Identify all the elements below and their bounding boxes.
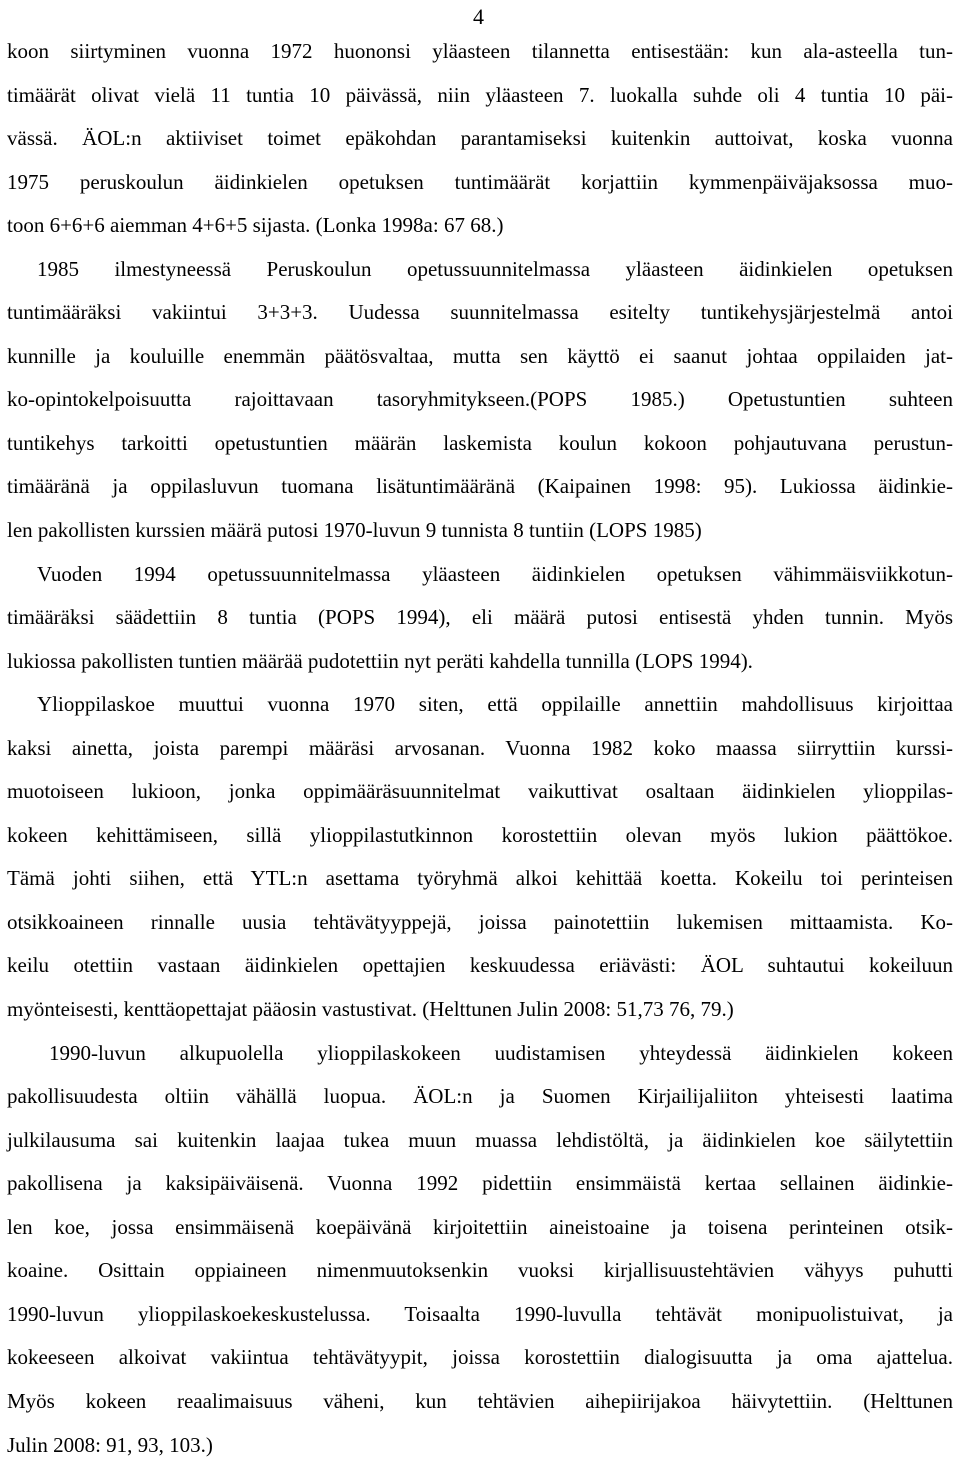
text-line: otsikkoaineen rinnalle uusia tehtävätyyppejä, joissa painotettiin lukemisen mittaamista. Ko- [7,901,953,945]
text-line: Tämä johti siihen, että YTL:n asettama työryhmä alkoi kehittää koetta. Kokeilu toi perinteisen [7,857,953,901]
text-line: timäärät olivat vielä 11 tuntia 10 päivässä, niin yläasteen 7. luokalla suhde oli 4 tuntia 10 päi- [7,74,953,118]
text-line: 1975 peruskoulun äidinkielen opetuksen tuntimäärät korjattiin kymmenpäiväjaksossa muo- [7,161,953,205]
text-line: kokeen kehittämiseen, sillä ylioppilastutkinnon korostettiin olevan myös lukion päättökoe. [7,814,953,858]
text-line: 1990-luvun ylioppilaskoekeskustelussa. Toisaalta 1990-luvulla tehtävät monipuolistuivat, ja [7,1293,953,1337]
text-line: vässä. ÄOL:n aktiiviset toimet epäkohdan parantamiseksi kuitenkin auttoivat, koska vuonna [7,117,953,161]
text-line: Vuoden 1994 opetussuunnitelmassa yläasteen äidinkielen opetuksen vähimmäisviikkotun- [7,553,953,597]
text-line: 1985 ilmestyneessä Peruskoulun opetussuunnitelmassa yläasteen äidinkielen opetuksen [7,248,953,292]
text-line: keilu otettiin vastaan äidinkielen opettajien keskuudessa eriävästi: ÄOL suhtautui kokeiluun [7,944,953,988]
text-line: Myös kokeen reaalimaisuus väheni, kun tehtävien aihepiirijakoa häivytettiin. (Helttunen [7,1380,953,1424]
text-line: pakollisuudesta oltiin vähällä luopua. ÄOL:n ja Suomen Kirjailijaliiton yhteisesti laatima [7,1075,953,1119]
text-line: myönteisesti, kenttäopettajat pääosin vastustivat. (Helttunen Julin 2008: 51,73 76, 79.) [7,988,953,1032]
text-line: timääränä ja oppilasluvun tuomana lisätuntimääränä (Kaipainen 1998: 95). Lukiossa äidinkie- [7,465,953,509]
text-line: len pakollisten kurssien määrä putosi 1970-luvun 9 tunnista 8 tuntiin (LOPS 1985) [7,509,953,553]
text-line: Julin 2008: 91, 93, 103.) [7,1424,953,1467]
text-line: Ylioppilaskoe muuttui vuonna 1970 siten, että oppilaille annettiin mahdollisuus kirjoittaa [7,683,953,727]
text-line: kokeeseen alkoivat vakiintua tehtävätyypit, joissa korostettiin dialogisuutta ja oma ajattelua. [7,1336,953,1380]
text-line: ko-opintokelpoisuutta rajoittavaan tasoryhmitykseen.(POPS 1985.) Opetustuntien suhteen [7,378,953,422]
text-line: muotoiseen lukioon, jonka oppimääräsuunnitelmat vaikuttivat osaltaan äidinkielen ylioppilas- [7,770,953,814]
text-line: timääräksi säädettiin 8 tuntia (POPS 1994), eli määrä putosi entisestä yhden tunnin. Myös [7,596,953,640]
text-line: julkilausuma sai kuitenkin laajaa tukea muun muassa lehdistöltä, ja äidinkielen koe säilytettiin [7,1119,953,1163]
text-line: kaksi ainetta, joista parempi määräsi arvosanan. Vuonna 1982 koko maassa siirryttiin kurssi- [7,727,953,771]
text-line: koon siirtyminen vuonna 1972 huononsi yläasteen tilannetta entisestään: kun ala-asteella tun- [7,30,953,74]
text-line: tuntimääräksi vakiintui 3+3+3. Uudessa suunnitelmassa esitelty tuntikehysjärjestelmä antoi [7,291,953,335]
text-line: 1990-luvun alkupuolella ylioppilaskokeen uudistamisen yhteydessä äidinkielen kokeen [7,1032,953,1076]
text-line: tuntikehys tarkoitti opetustuntien määrän laskemista koulun kokoon pohjautuvana perustun- [7,422,953,466]
text-line: pakollisena ja kaksipäiväisenä. Vuonna 1992 pidettiin ensimmäistä kertaa sellainen äidinkie- [7,1162,953,1206]
text-line: koaine. Osittain oppiaineen nimenmuutoksenkin vuoksi kirjallisuustehtävien vähyys puhutti [7,1249,953,1293]
text-line: toon 6+6+6 aiemman 4+6+5 sijasta. (Lonka 1998a: 67 68.) [7,204,953,248]
page-number: 4 [473,2,484,32]
text-line: lukiossa pakollisten tuntien määrää pudotettiin nyt peräti kahdella tunnilla (LOPS 1994). [7,640,953,684]
text-line: kunnille ja kouluille enemmän päätösvaltaa, mutta sen käyttö ei saanut johtaa oppilaiden jat- [7,335,953,379]
body-text [7,30,953,1467]
text-line: len koe, jossa ensimmäisenä koepäivänä kirjoitettiin aineistoaine ja toisena perinteinen otsik- [7,1206,953,1250]
